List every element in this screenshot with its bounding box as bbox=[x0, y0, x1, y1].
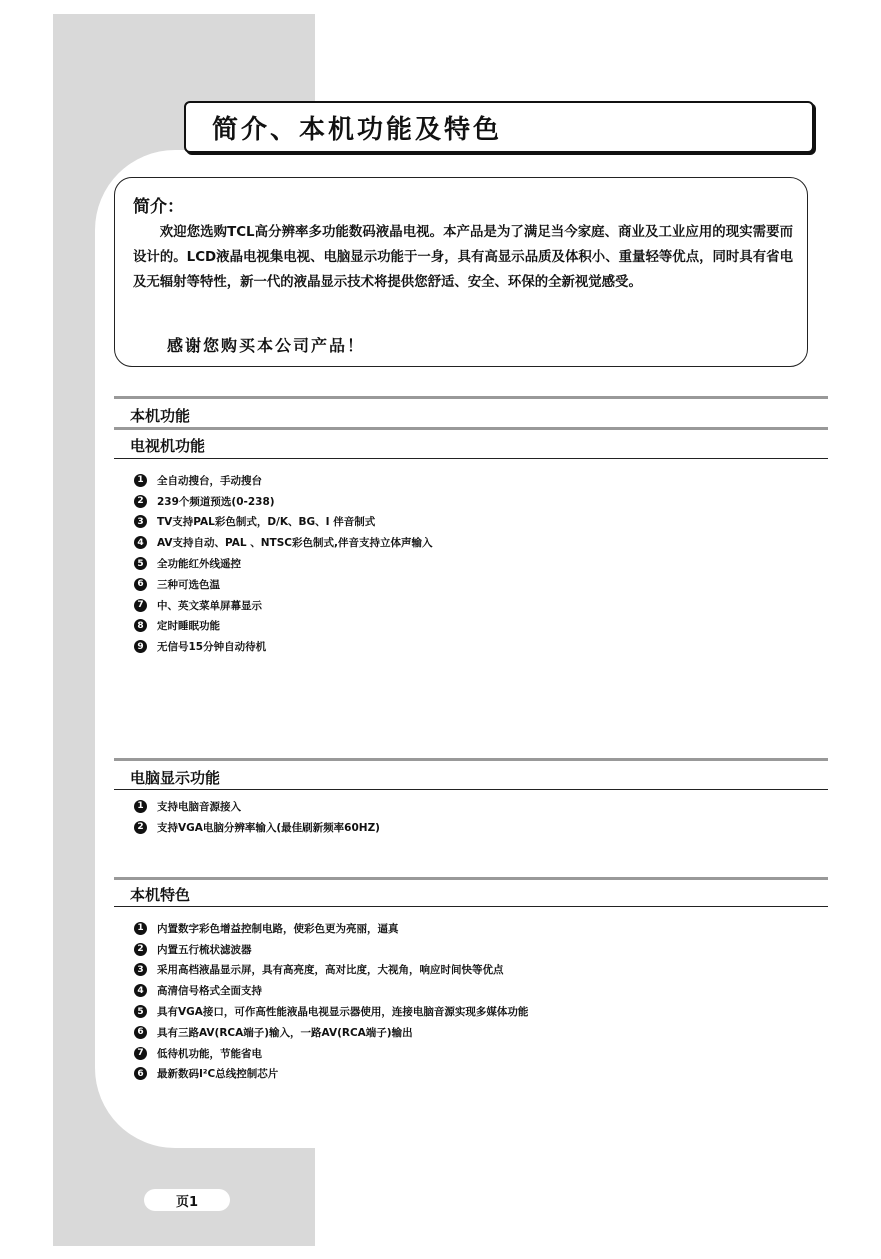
intro-box bbox=[114, 177, 808, 367]
list-item-text: 具有VGA接口，可作高性能液晶电视显示器使用，连接电脑音源实现多媒体功能 bbox=[157, 1006, 529, 1019]
list-number-badge: 2 bbox=[134, 943, 147, 956]
page-title-box bbox=[184, 101, 814, 153]
list-item-text: 全功能红外线遥控 bbox=[157, 558, 241, 571]
intro-body: 欢迎您选购TCL高分辨率多功能数码液晶电视。本产品是为了满足当今家庭、商业及工业应用的现实需要而设计的。LCD液晶电视集电视、电脑显示功能于一身，具有高显示品质及体积小、重量轻等优点，同时具有省电及无辐射等特性，新一代的液晶显示技术将提供您舒适、安全、环保的全新视觉感受。 bbox=[133, 225, 793, 290]
list-number-badge: 2 bbox=[134, 821, 147, 834]
list-item-text: 中、英文菜单屏幕显示 bbox=[157, 599, 262, 612]
list-item bbox=[134, 980, 528, 1001]
page-title: 简介、本机功能及特色 bbox=[212, 115, 503, 145]
list-item-text: 支持VGA电脑分辨率输入(最佳刷新频率60HZ) bbox=[157, 821, 380, 834]
list-item-text: 支持电脑音源接入 bbox=[157, 800, 241, 813]
section-rule bbox=[114, 396, 828, 399]
list-item bbox=[134, 553, 432, 574]
list-item bbox=[134, 512, 432, 533]
specials-list bbox=[134, 918, 528, 1084]
list-item bbox=[134, 1022, 528, 1043]
pc-features-title: 电脑显示功能 bbox=[130, 769, 221, 787]
list-item bbox=[134, 532, 432, 553]
list-item-text: 全自动搜台，手动搜台 bbox=[157, 474, 262, 487]
list-item-text: AV支持自动、PAL 、NTSC彩色制式,伴音支持立体声输入 bbox=[157, 537, 433, 550]
list-item bbox=[134, 595, 432, 616]
list-item bbox=[134, 939, 528, 960]
section-rule bbox=[114, 427, 828, 430]
list-item bbox=[134, 574, 432, 595]
list-number-badge: 7 bbox=[134, 1047, 147, 1060]
list-number-badge: 6 bbox=[134, 1026, 147, 1039]
list-number-badge: 6 bbox=[134, 578, 147, 591]
list-item-text: TV支持PAL彩色制式，D/K、BG、I 伴音制式 bbox=[157, 516, 376, 529]
page-number: 页1 bbox=[144, 1189, 230, 1211]
list-item bbox=[134, 1064, 528, 1085]
list-item bbox=[134, 636, 432, 657]
list-item-text: 具有三路AV(RCA端子)输入，一路AV(RCA端子)输出 bbox=[157, 1026, 413, 1039]
section-rule bbox=[114, 789, 828, 790]
intro-heading: 简介： bbox=[133, 197, 184, 217]
list-item-text: 三种可选色温 bbox=[157, 578, 220, 591]
tv-features-title: 电视机功能 bbox=[130, 437, 206, 455]
list-number-badge: 7 bbox=[134, 599, 147, 612]
list-item bbox=[134, 960, 528, 981]
specials-title: 本机特色 bbox=[130, 886, 191, 904]
list-number-badge: 5 bbox=[134, 557, 147, 570]
list-item-text: 内置数字彩色增益控制电路，使彩色更为亮丽，逼真 bbox=[157, 922, 399, 935]
list-item bbox=[134, 1001, 528, 1022]
section-rule bbox=[114, 877, 828, 880]
list-item-text: 采用高档液晶显示屏，具有高亮度，高对比度，大视角，响应时间快等优点 bbox=[157, 964, 504, 977]
list-item bbox=[134, 616, 432, 637]
list-item-text: 低待机功能，节能省电 bbox=[157, 1047, 262, 1060]
list-item-text: 最新数码I²C总线控制芯片 bbox=[157, 1068, 279, 1081]
list-number-badge: 4 bbox=[134, 984, 147, 997]
list-item bbox=[134, 491, 432, 512]
section-rule bbox=[114, 458, 828, 459]
list-item-text: 高清信号格式全面支持 bbox=[157, 985, 262, 998]
features-title: 本机功能 bbox=[130, 407, 191, 425]
list-number-badge: 1 bbox=[134, 800, 147, 813]
list-item bbox=[134, 817, 380, 838]
list-number-badge: 1 bbox=[134, 922, 147, 935]
list-number-badge: 5 bbox=[134, 1005, 147, 1018]
list-item-text: 239个频道预选(0-238) bbox=[157, 495, 275, 508]
list-number-badge: 1 bbox=[134, 474, 147, 487]
list-number-badge: 6 bbox=[134, 1067, 147, 1080]
list-number-badge: 8 bbox=[134, 619, 147, 632]
list-item bbox=[134, 1043, 528, 1064]
list-item bbox=[134, 470, 432, 491]
list-number-badge: 3 bbox=[134, 963, 147, 976]
list-number-badge: 3 bbox=[134, 515, 147, 528]
list-item-text: 内置五行梳状滤波器 bbox=[157, 943, 252, 956]
intro-thanks: 感谢您购买本公司产品！ bbox=[167, 336, 366, 355]
list-item-text: 定时睡眠功能 bbox=[157, 620, 220, 633]
section-rule bbox=[114, 758, 828, 761]
pc-features-list bbox=[134, 796, 380, 838]
list-number-badge: 4 bbox=[134, 536, 147, 549]
tv-features-list bbox=[134, 470, 432, 657]
section-rule bbox=[114, 906, 828, 907]
list-item bbox=[134, 918, 528, 939]
list-number-badge: 2 bbox=[134, 495, 147, 508]
list-item-text: 无信号15分钟自动待机 bbox=[157, 641, 267, 654]
list-item bbox=[134, 796, 380, 817]
list-number-badge: 9 bbox=[134, 640, 147, 653]
